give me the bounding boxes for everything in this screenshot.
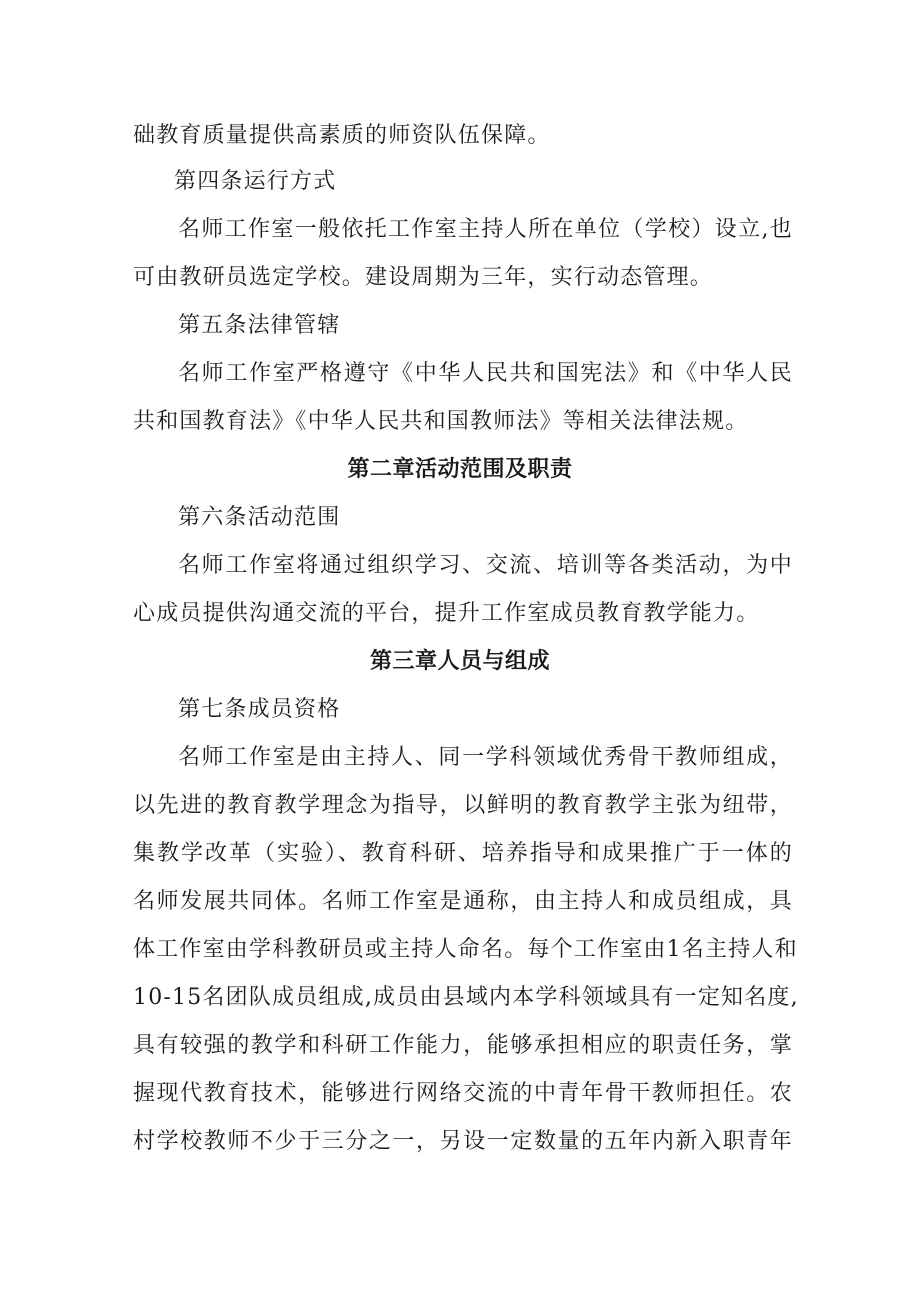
paragraph-line: 名师工作室是由主持人、同一学科领域优秀骨干教师组成， — [178, 745, 793, 770]
paragraph-line: 础教育质量提供高素质的师资队伍保障。 — [133, 123, 551, 148]
paragraph-line: 名师工作室一般依托工作室主持人所在单位（学校）设立,也 — [178, 217, 793, 242]
chapter-heading: 第二章活动范围及职责 — [347, 457, 573, 482]
article-heading: 第四条运行方式 — [174, 169, 337, 194]
article-heading: 第六条活动范围 — [178, 505, 341, 530]
paragraph-line: 集教学改革（实验）、教育科研、培养指导和成果推广于一体的 — [133, 841, 793, 866]
paragraph-line: 心成员提供沟通交流的平台，提升工作室成员教育教学能力。 — [133, 601, 760, 626]
article-heading: 第五条法律管辖 — [178, 313, 341, 338]
paragraph-line: 具有较强的教学和科研工作能力，能够承担相应的职责任务，掌 — [133, 1033, 793, 1058]
paragraph-line: 握现代教育技术，能够进行网络交流的中青年骨干教师担任。农 — [133, 1081, 793, 1106]
article-heading: 第七条成员资格 — [178, 697, 341, 722]
paragraph-line: 名师发展共同体。名师工作室是通称，由主持人和成员组成，具 — [133, 889, 793, 914]
paragraph-line: 村学校教师不少于三分之一，另设一定数量的五年内新入职青年 — [133, 1129, 793, 1154]
paragraph-line: 名师工作室严格遵守《中华人民共和国宪法》和《中华人民 — [178, 361, 793, 386]
paragraph-line: 体工作室由学科教研员或主持人命名。每个工作室由1名主持人和 — [133, 937, 798, 962]
paragraph-line: 共和国教育法》《中华人民共和国教师法》等相关法律法规。 — [133, 409, 749, 434]
chapter-heading: 第三章人员与组成 — [369, 649, 550, 674]
paragraph-line: 以先进的教育教学理念为指导，以鲜明的教育教学主张为纽带， — [133, 793, 793, 818]
paragraph-line: 可由教研员选定学校。建设周期为三年，实行动态管理。 — [133, 265, 714, 290]
paragraph-line: 名师工作室将通过组织学习、交流、培训等各类活动，为中 — [178, 553, 793, 578]
paragraph-line: 10-15名团队成员组成,成员由县域内本学科领域具有一定知名度, — [133, 985, 799, 1010]
